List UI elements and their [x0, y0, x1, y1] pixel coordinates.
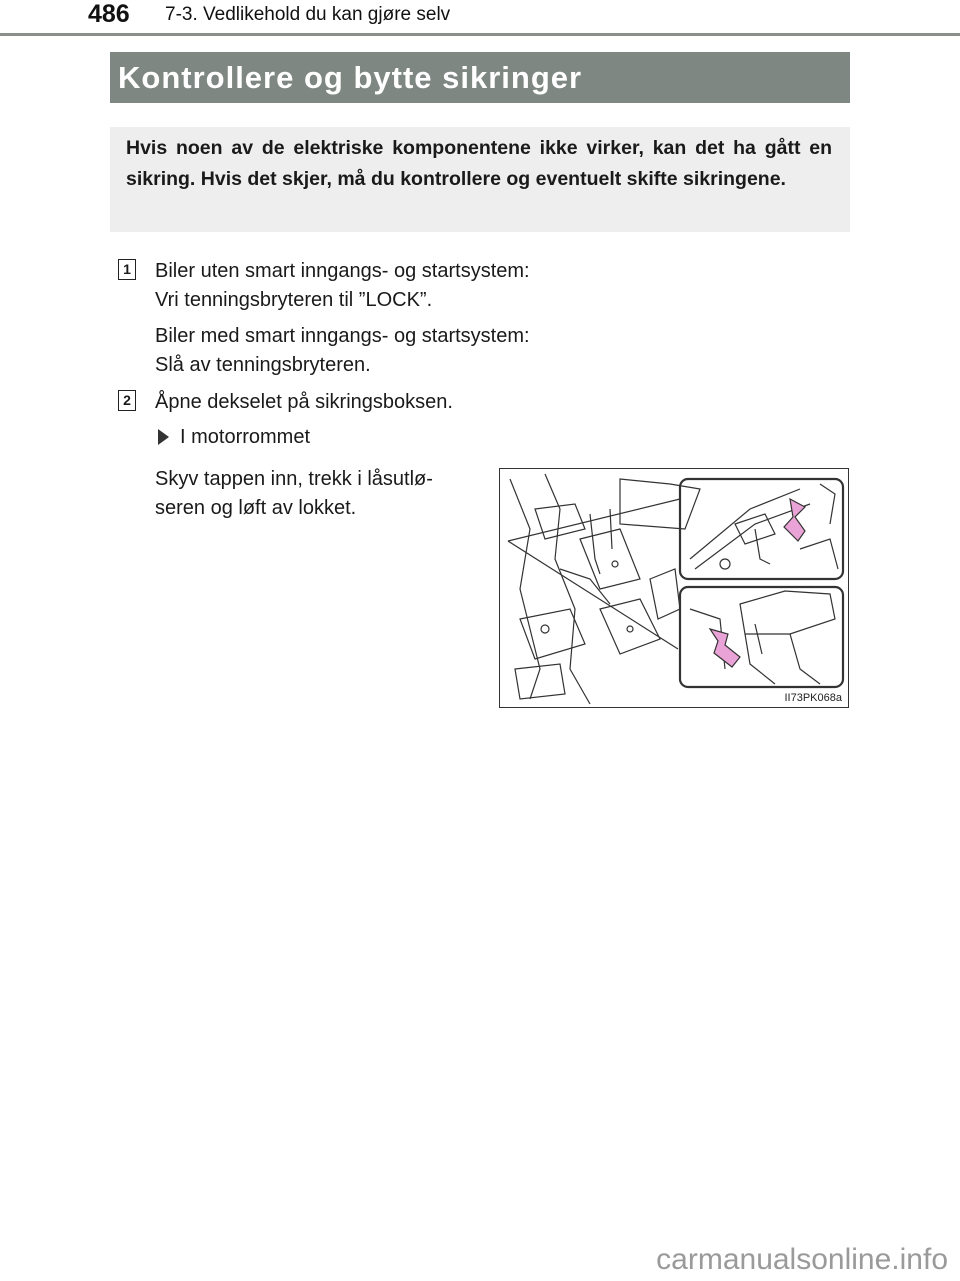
instruction-line-1: Skyv tappen inn, trekk i låsutlø- [155, 468, 433, 490]
section-title: Kontrollere og bytte sikringer [118, 60, 583, 95]
step-1-line-3: Biler med smart inngangs- og startsystem: [155, 325, 530, 347]
step-1-line-2: Vri tenningsbryteren til ”LOCK”. [155, 289, 433, 311]
step-1-line-4: Slå av tenningsbryteren. [155, 354, 371, 376]
subsection-label: I motorrommet [180, 426, 311, 448]
step-1-line-1: Biler uten smart inngangs- og startsystem: [155, 260, 530, 282]
bullet-arrow-icon [158, 429, 169, 445]
page-number: 486 [88, 0, 130, 28]
step-number-1: 1 [118, 259, 136, 280]
step-2-line-1: Åpne dekselet på sikringsboksen. [155, 391, 453, 413]
intro-box [110, 127, 850, 232]
section-title-bar [110, 52, 850, 103]
engine-bay-drawing [500, 469, 849, 708]
step-number-2: 2 [118, 390, 136, 411]
intro-text: Hvis noen av de elektriske komponentene ikke virker, kan det ha gått en sikring. Hvis det skjer, må du kontrollere og eventuelt skifte sikringene. [126, 137, 832, 190]
header-divider [0, 33, 960, 36]
figure-code: II73PK068a [784, 692, 842, 704]
fuse-box-illustration [499, 468, 849, 708]
chapter-title: 7-3. Vedlikehold du kan gjøre selv [165, 4, 451, 25]
watermark: carmanualsonline.info [656, 1243, 948, 1276]
instruction-line-2: seren og løft av lokket. [155, 497, 357, 519]
